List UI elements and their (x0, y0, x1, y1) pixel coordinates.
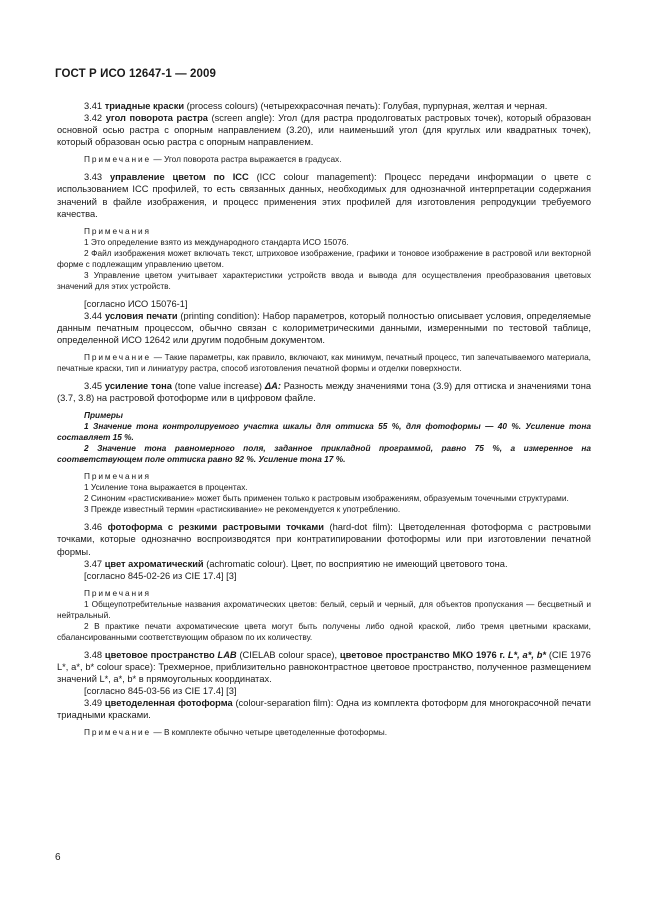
entry-3-49 (57, 697, 591, 721)
entry-3-45 (57, 380, 591, 404)
entry-text: (process colours) (четырехкрасочная печать): Голубая, пурпурная, желтая и черная. (184, 101, 548, 111)
note-item: 3 Управление цветом учитывает характеристики устройств ввода и вывода для осуществления преобразования цветовых значений для этих устройств. (57, 269, 591, 291)
entry-term: усиление тона (104, 381, 172, 392)
entry-number: 3.44 (84, 310, 105, 321)
entry-text: (hard-dot film): Цветоделенная фотоформа с растровыми точками, которые однозначно воспроизводятся при контратипировании фотоформы или при изготовлении печатной формы. (57, 522, 591, 557)
note-text: — Такие параметры, как правило, включают, как минимум, печатный процесс, тип запечатываемого материала, печатные краски, тип и линиатуру растра, способ изготовления печатной формы и отделки поверхности. (57, 352, 591, 374)
entry-text: (ICC colour management): Процесс передачи информации о цвете с использованием ICC профилей, то есть связанных данных, необходимых для однозначной интерпретации содержания значений в файле изображения, и процесс применения этих профилей для изготовления репродукции требуемого качества. (57, 172, 591, 219)
entry-text: (CIELAB colour space), (236, 649, 340, 660)
entry-term: цвет ахроматический (104, 558, 204, 569)
note-item: 2 Синоним «растискивание» может быть применен только к растровым изображениям, образуемым точечными структурами. (84, 493, 569, 504)
note-3-42 (57, 154, 591, 165)
entry-term: цветовое пространство (104, 649, 218, 660)
notes-3-43-label (57, 226, 591, 237)
entry-term: фотоформа с резкими растровыми точками (107, 522, 324, 533)
notes-3-47-label (57, 588, 591, 599)
entry-3-43 (57, 171, 591, 219)
entry-term-symbol: LAB (217, 649, 237, 660)
entry-3-48 (57, 649, 591, 685)
reference-3-43: [согласно ИСО 15076-1] (84, 298, 188, 309)
example-item: 1 Значение тона контролируемого участка шкалы для оттиска 55 %, для фотоформы — 40 %. Усиление тона составляет 15 %. (57, 421, 591, 443)
note-3-44 (57, 352, 591, 374)
entry-text: (tone value increase) (171, 381, 265, 392)
entry-number: 3.41 (84, 101, 105, 111)
note-3-49 (57, 727, 591, 738)
example-item: 2 Значение тона равномерного поля, заданное прикладной программой, равно 75 %, а измеренное на соответствующем поле оттиска равно 92 %. Усиление тона 17 %. (57, 443, 591, 465)
entry-term: угол поворота растра (105, 113, 208, 124)
entry-3-47 (57, 558, 591, 570)
entry-3-41 (57, 100, 591, 112)
page-number: 6 (55, 852, 61, 863)
entry-symbol: ΔA: (264, 381, 281, 392)
entry-number: 3.45 (84, 381, 105, 392)
notes-3-45-label (57, 471, 591, 482)
entry-text: (screen angle): Угол (для растра продолговатых растровых точек), который образован основной осью растра с опорным направлением (3.20), или наименьший угол (для круглых или квадратных точек), который образован осью растра с опорным направлением. (57, 113, 592, 148)
entry-3-44 (57, 310, 591, 346)
entry-number: 3.47 (84, 558, 105, 569)
note-item: 2 Файл изображения может включать текст, штриховое изображение, графики и тоновое изображение в растровой или векторной форме с подлежащим управлению цветом. (57, 247, 591, 269)
entry-number: 3.49 (84, 698, 105, 709)
entry-term: условия печати (104, 310, 178, 321)
entry-number: 3.43 (84, 172, 110, 183)
entry-number: 3.42 (84, 113, 106, 124)
entry-number: 3.48 (84, 649, 105, 660)
entry-3-46 (57, 521, 591, 557)
page-header: ГОСТ Р ИСО 12647-1 — 2009 (55, 68, 217, 80)
notes-label: Примечания (84, 225, 151, 236)
note-item: 1 Это определение взято из международного стандарта ИСО 15076. (84, 236, 349, 247)
entry-number: 3.46 (84, 522, 108, 533)
entry-text: (CIE 1976 L*, a*, b* colour space): Трехмерное, приблизительно равноконтрастное цветовое пространство, полученное размещением значений L*, a*, b* в прямоугольных координатах. (57, 649, 591, 684)
note-label: Примечание (84, 352, 152, 363)
entry-term-symbol: L*, a*, b* (507, 649, 547, 660)
entry-text: (printing condition): Набор параметров, который полностью описывает условия, определяемые данным печатным процессом, обычно связан с колориметрическими данными, измеренными по тестовой таблице, определенной ИСО 12642 или другим подобным документом. (57, 310, 591, 346)
note-label: Примечание (84, 154, 152, 165)
entry-3-42 (57, 112, 591, 148)
entry-text: (achromatic colour). Цвет, по восприятию не имеющий цветового тона. (203, 558, 508, 569)
entry-text: Разность между значениями тона (3.9) для оттиска и значениями тона (3.7, 3.8) на растровой фотоформе или в цифровом файле. (57, 381, 592, 404)
note-text: — Угол поворота растра выражается в градусах. (151, 154, 342, 165)
entry-term: триадные краски (104, 101, 185, 111)
reference-3-47: [согласно 845-02-26 из CIE 17.4] [3] (84, 570, 237, 581)
entry-term: управление цветом по ICC (109, 172, 249, 183)
page-content (57, 100, 591, 738)
entry-term: цветоделенная фотоформа (104, 698, 233, 709)
notes-label: Примечания (84, 471, 151, 482)
entry-term: цветовое пространство МКО 1976 г. (339, 649, 508, 660)
entry-text: (colour-separation film): Одна из комплекта фотоформ для многокрасочной печати триадными красками. (57, 698, 591, 721)
note-item: 2 В практике печати ахроматические цвета могут быть получены либо одной краской, либо тремя цветными красками, сбалансированными соответствующим образом по их количеству. (57, 620, 591, 642)
reference-3-48: [согласно 845-03-56 из CIE 17.4] [3] (84, 686, 237, 697)
note-label: Примечание (84, 727, 152, 738)
note-item: 1 Усиление тона выражается в процентах. (84, 482, 248, 493)
note-text: — В комплекте обычно четыре цветоделенные фотоформы. (151, 727, 388, 738)
note-item: 3 Прежде известный термин «растискивание» не рекомендуется к употреблению. (84, 504, 401, 515)
note-item: 1 Общеупотребительные названия ахроматических цветов: белый, серый и черный, для объектов пропускания — бесцветный и нейтральный. (57, 598, 591, 620)
notes-label: Примечания (84, 587, 151, 598)
examples-label: Примеры (84, 410, 124, 421)
